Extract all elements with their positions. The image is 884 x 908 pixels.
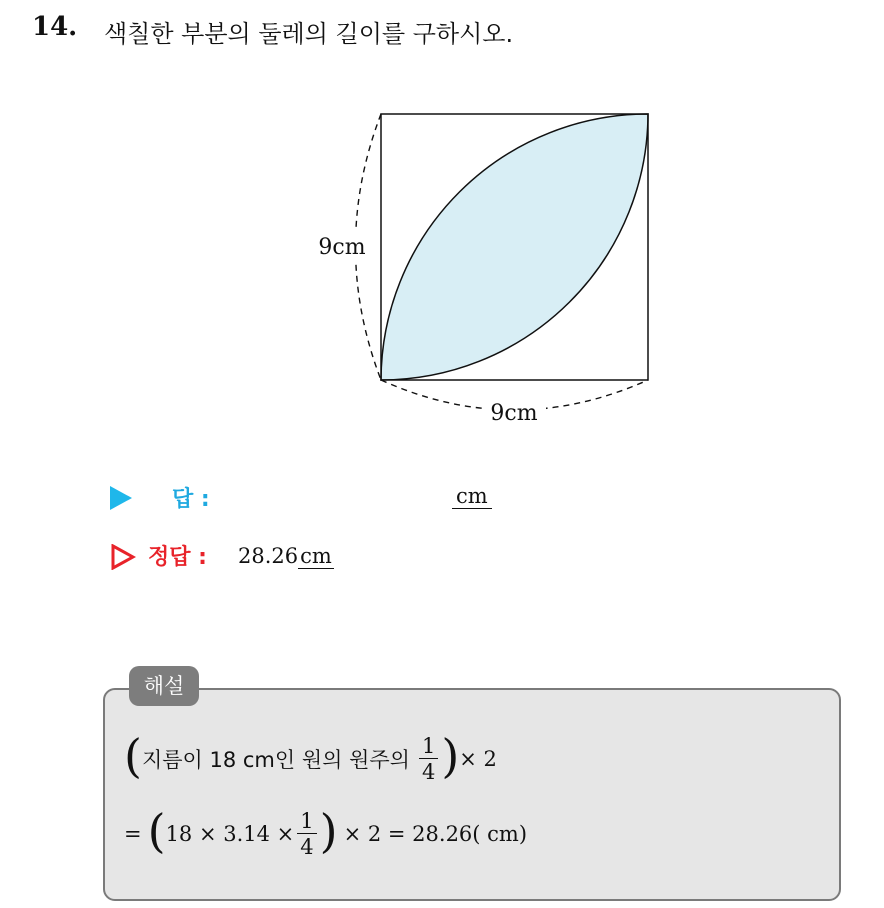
question-number: 14. — [32, 12, 78, 42]
right-paren: ) — [441, 729, 460, 783]
solution-line-1-text: 지름이 18 cm인 원의 원주의 — [141, 748, 410, 772]
answer-unit: cm — [452, 484, 492, 509]
fraction-numerator: 1 — [421, 733, 436, 758]
question-text: 색칠한 부분의 둘레의 길이를 구하시오. — [104, 20, 514, 48]
fraction-numerator: 1 — [300, 808, 314, 833]
answer-label: 답 : — [172, 487, 210, 512]
shaded-lens — [381, 114, 648, 380]
play-triangle-icon — [110, 486, 132, 510]
correct-answer-row — [110, 540, 530, 576]
fraction-denominator: 4 — [297, 833, 316, 860]
bottom-side-label: 9cm — [490, 401, 538, 426]
correct-value-unit: cm — [300, 544, 332, 568]
fraction-quarter — [419, 734, 438, 785]
correct-answer-label: 정답 : — [148, 545, 207, 570]
fraction-quarter — [297, 809, 316, 860]
solution-tag: 해설 — [129, 666, 199, 706]
correct-value-number: 28.26 — [238, 544, 299, 568]
left-paren: ( — [147, 804, 166, 858]
correct-answer-value — [238, 544, 334, 568]
fraction-denominator: 4 — [419, 758, 438, 785]
solution-line-2-tail: × 2 = 28.26( cm) — [343, 822, 528, 846]
left-side-label: 9cm — [318, 235, 366, 260]
solution-line-2 — [124, 803, 527, 865]
solution-line-2-text: 18 × 3.14 × — [165, 822, 295, 846]
solution-line-1-tail: × 2 — [459, 747, 497, 771]
solution-line-2-lead: = — [124, 822, 142, 846]
left-paren: ( — [124, 729, 142, 783]
outline-triangle-icon — [110, 544, 136, 570]
right-paren: ) — [319, 804, 338, 858]
solution-box — [103, 688, 841, 901]
answer-row — [110, 480, 530, 516]
solution-line-1 — [124, 728, 497, 790]
